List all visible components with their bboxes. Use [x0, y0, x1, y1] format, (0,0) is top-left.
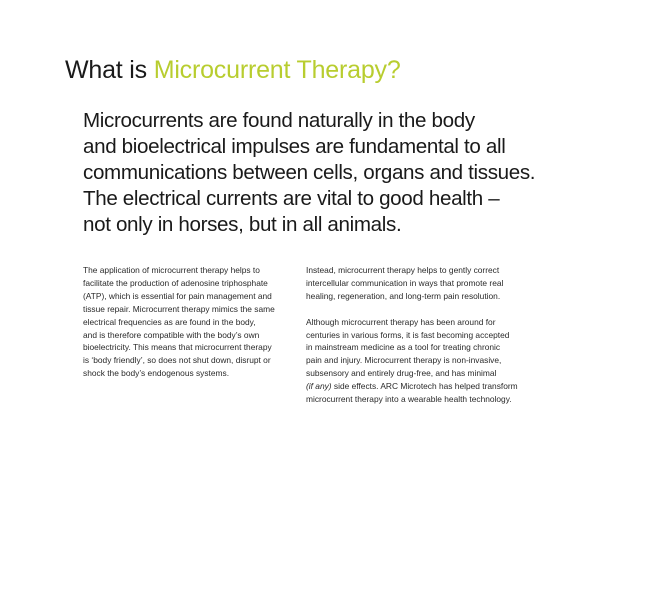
intro-line: The electrical currents are vital to good health –: [83, 187, 500, 210]
left-column: [83, 264, 303, 380]
right-column: [306, 264, 526, 406]
body-line: The application of microcurrent therapy helps to: [83, 265, 260, 275]
intro-paragraph: [83, 108, 553, 238]
body-line: microcurrent therapy into a wearable health technology.: [306, 394, 512, 405]
body-line: and is therefore compatible with the body’s own: [83, 329, 260, 340]
italic-phrase: (if any): [306, 381, 332, 392]
body-line: (ATP), which is essential for pain management and: [83, 290, 272, 301]
body-line: intercellular communication in ways that promote real: [306, 277, 504, 288]
body-line: subsensory and entirely drug-free, and has minimal: [306, 368, 497, 379]
body-line: tissue repair. Microcurrent therapy mimics the same: [83, 303, 275, 314]
title-highlight: Microcurrent Therapy?: [153, 56, 401, 84]
body-line: centuries in various forms, it is fast becoming accepted: [306, 329, 510, 340]
intro-line: not only in horses, but in all animals.: [83, 213, 402, 236]
body-line: Although microcurrent therapy has been around for: [306, 316, 496, 327]
body-line: Instead, microcurrent therapy helps to gently correct: [306, 265, 500, 275]
left-paragraph: [83, 264, 303, 380]
body-line: [306, 380, 526, 393]
body-line: facilitate the production of adenosine triphosphate: [83, 277, 268, 288]
body-line: bioelectricity. This means that microcurrent therapy: [83, 342, 272, 353]
intro-line: and bioelectrical impulses are fundamental to all: [83, 135, 506, 158]
body-line: pain and injury. Microcurrent therapy is non-invasive,: [306, 355, 502, 366]
body-line: is ‘body friendly’, so does not shut down, disrupt or: [83, 355, 271, 366]
intro-line: Microcurrents are found naturally in the body: [83, 109, 475, 132]
right-paragraph-1: [306, 264, 526, 303]
right-paragraph-2: [306, 316, 526, 406]
body-line: in mainstream medicine as a tool for treating chronic: [306, 342, 501, 353]
body-line: shock the body’s endogenous systems.: [83, 368, 230, 379]
intro-line: communications between cells, organs and tissues.: [83, 161, 536, 184]
page-title: [65, 56, 401, 85]
title-prefix: What is: [65, 56, 154, 84]
body-line: healing, regeneration, and long-term pain resolution.: [306, 290, 501, 301]
body-line: electrical frequencies as are found in the body,: [83, 316, 256, 327]
body-text: side effects. ARC Microtech has helped transform: [331, 381, 518, 392]
